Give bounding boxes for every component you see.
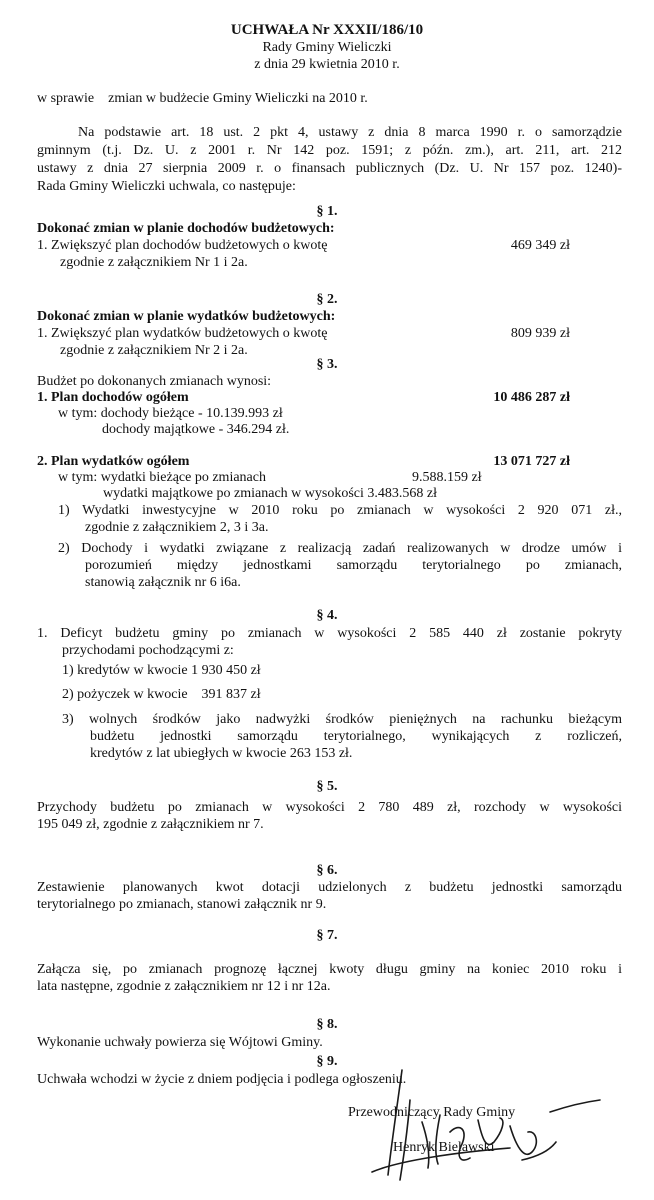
- deficit-source-loans: 2) pożyczek w kwocie 391 837 zł: [62, 687, 261, 702]
- section-1-mark: § 1.: [316, 204, 338, 219]
- section-1-heading: Dokonać zmian w planie dochodów budżetowych:: [37, 221, 335, 236]
- section-1-amount: 469 349 zł: [510, 238, 570, 253]
- section-9-line-1: Uchwała wchodzi w życie z dniem podjęcia i podlega ogłoszeniu.: [37, 1072, 407, 1087]
- signature-strokes: [372, 1070, 600, 1180]
- deficit-source-surplus-line-2: budżetu jednostki samorządu terytorialnego, wynikających z rozliczeń,: [90, 729, 622, 744]
- handwritten-signature: [310, 1060, 610, 1190]
- deficit-source-credits: 1) kredytów w kwocie 1 930 450 zł: [62, 663, 261, 678]
- section-2-heading: Dokonać zmian w planie wydatków budżetowych:: [37, 309, 336, 324]
- section-3-mark: § 3.: [316, 357, 338, 372]
- section-7-line-1: Załącza się, po zmianach prognozę łącznej kwoty długu gminy na koniec 2010 roku i: [37, 962, 622, 977]
- expense-current-amount: 9.588.159 zł: [412, 470, 482, 485]
- deficit-line-2: przychodami pochodzącymi z:: [62, 643, 234, 658]
- preamble-line-2: gminnym (t.j. Dz. U. z 2001 r. Nr 142 poz. 1591; z późn. zm.), art. 211, art. 212: [37, 143, 622, 158]
- agreements-line-3: stanowią załącznik nr 6 i6a.: [85, 575, 241, 590]
- section-5-line-1: Przychody budżetu po zmianach w wysokości 2 780 489 zł, rozchody w wysokości: [37, 800, 622, 815]
- agreements-line-1: 2) Dochody i wydatki związane z realizacją zadań realizowanych w drodze umów i: [58, 541, 622, 556]
- preamble-line-1: Na podstawie art. 18 ust. 2 pkt 4, ustawy z dnia 8 marca 1990 r. o samorządzie: [78, 125, 622, 140]
- section-8-line-1: Wykonanie uchwały powierza się Wójtowi Gminy.: [37, 1035, 323, 1050]
- income-property: dochody majątkowe - 346.294 zł.: [102, 422, 290, 437]
- section-1-item-line-2: zgodnie z załącznikiem Nr 1 i 2a.: [60, 255, 248, 270]
- section-5-mark: § 5.: [316, 779, 338, 794]
- expense-total-amount: 13 071 727 zł: [493, 454, 570, 469]
- preamble-line-4: Rada Gminy Wieliczki uchwala, co następuje:: [37, 179, 296, 194]
- income-current: w tym: dochody bieżące - 10.139.993 zł: [58, 406, 283, 421]
- preamble-line-3: ustawy z dnia 27 sierpnia 2009 r. o finansach publicznych (Dz. U. Nr 157 poz. 1240)-: [37, 161, 622, 176]
- signatory-name: Henryk Bielawski: [393, 1140, 495, 1155]
- deficit-source-surplus-line-1: 3) wolnych środków jako nadwyżki środków pieniężnych na rachunku bieżącym: [62, 712, 622, 727]
- deficit-source-surplus-line-3: kredytów z lat ubiegłych w kwocie 263 153 zł.: [90, 746, 353, 761]
- section-2-amount: 809 939 zł: [510, 326, 570, 341]
- section-5-line-2: 195 049 zł, zgodnie z załącznikiem nr 7.: [37, 817, 264, 832]
- expense-property: wydatki majątkowe po zmianach w wysokości 3.483.568 zł: [103, 486, 437, 501]
- investments-line-1: 1) Wydatki inwestycyjne w 2010 roku po zmianach w wysokości 2 920 071 zł.,: [58, 503, 622, 518]
- section-6-line-2: terytorialnego po zmianach, stanowi załącznik nr 9.: [37, 897, 327, 912]
- date-line: z dnia 29 kwietnia 2010 r.: [254, 57, 400, 72]
- deficit-line-1: 1. Deficyt budżetu gminy po zmianach w wysokości 2 585 440 zł zostanie pokryty: [37, 626, 622, 641]
- document-title: UCHWAŁA Nr XXXII/186/10: [230, 22, 424, 38]
- income-total-label: 1. Plan dochodów ogółem: [37, 390, 189, 405]
- section-2-mark: § 2.: [316, 292, 338, 307]
- section-3-intro: Budżet po dokonanych zmianach wynosi:: [37, 374, 272, 389]
- issuer-line: Rady Gminy Wieliczki: [262, 40, 392, 55]
- investments-line-2: zgodnie z załącznikiem 2, 3 i 3a.: [85, 520, 269, 535]
- subject-line: w sprawie zmian w budżecie Gminy Wieliczki na 2010 r.: [37, 91, 368, 106]
- section-4-mark: § 4.: [316, 608, 338, 623]
- income-total-amount: 10 486 287 zł: [493, 390, 570, 405]
- section-2-item-line-1: 1. Zwiększyć plan wydatków budżetowych o kwotę: [37, 326, 328, 341]
- section-2-item-line-2: zgodnie z załącznikiem Nr 2 i 2a.: [60, 343, 248, 358]
- signatory-role: Przewodniczący Rady Gminy: [348, 1105, 516, 1120]
- section-6-mark: § 6.: [316, 863, 338, 878]
- section-7-line-2: lata następne, zgodnie z załącznikiem nr 12 i nr 12a.: [37, 979, 331, 994]
- section-1-item-line-1: 1. Zwiększyć plan dochodów budżetowych o kwotę: [37, 238, 328, 253]
- agreements-line-2: porozumień między jednostkami samorządu terytorialnego po zmianach,: [85, 558, 622, 573]
- expense-total-label: 2. Plan wydatków ogółem: [37, 454, 190, 469]
- section-9-mark: § 9.: [316, 1054, 338, 1069]
- section-8-mark: § 8.: [316, 1017, 338, 1032]
- section-6-line-1: Zestawienie planowanych kwot dotacji udzielonych z budżetu jednostki samorządu: [37, 880, 622, 895]
- section-7-mark: § 7.: [316, 928, 338, 943]
- expense-current-label: w tym: wydatki bieżące po zmianach: [58, 470, 266, 485]
